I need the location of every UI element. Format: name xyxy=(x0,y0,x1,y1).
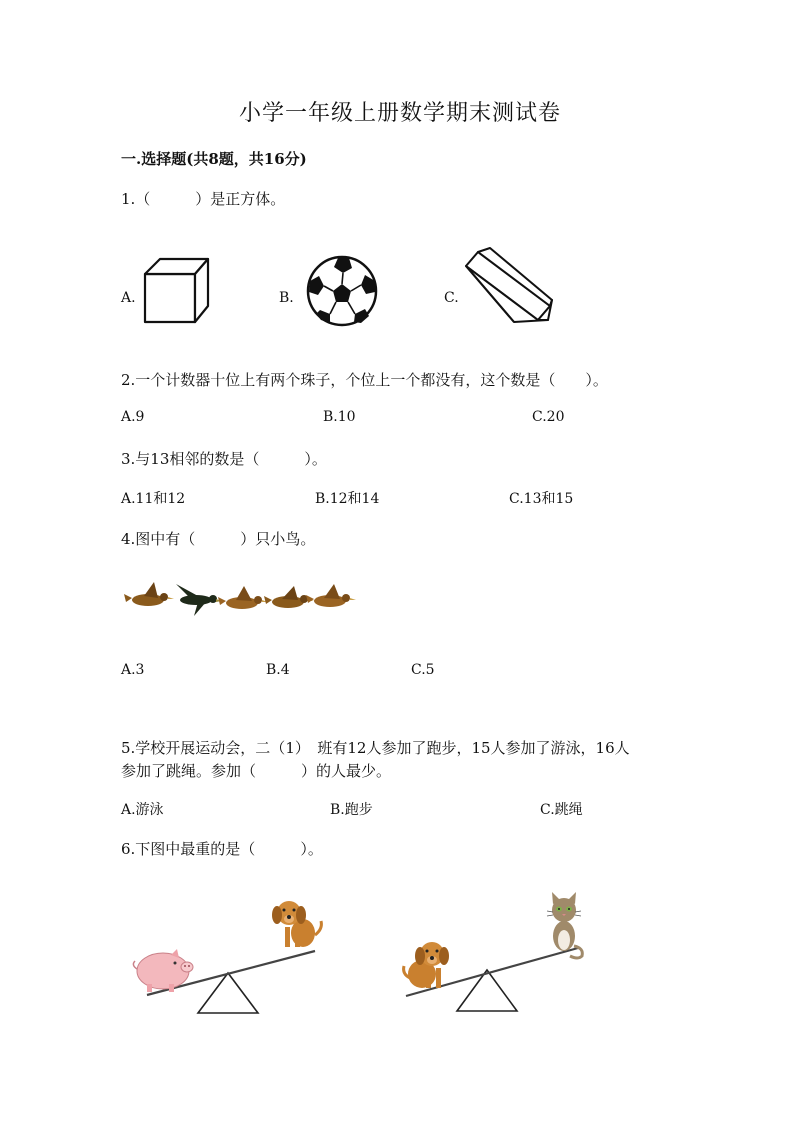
cuboid-image xyxy=(462,244,554,326)
q2-option-c[interactable]: C.20 xyxy=(532,409,565,425)
q3-option-b[interactable]: B.12和14 xyxy=(315,491,380,507)
q4-option-c[interactable]: C.5 xyxy=(411,662,435,678)
q1-option-a[interactable]: A. xyxy=(121,290,136,306)
section-heading: 一.选择题(共8题，共16分) xyxy=(121,150,307,168)
question-4: 4.图中有（ ）只小鸟。 xyxy=(121,530,316,548)
seesaw-2-figure xyxy=(396,890,586,1015)
q3-option-c[interactable]: C.13和15 xyxy=(509,491,574,507)
dog-image xyxy=(272,901,321,947)
birds-figure xyxy=(124,580,356,618)
question-6: 6.下图中最重的是（ ）。 xyxy=(121,840,323,858)
q1-option-b[interactable]: B. xyxy=(279,290,294,306)
q5-option-b[interactable]: B.跑步 xyxy=(330,802,373,818)
bird-5 xyxy=(306,584,356,607)
bird-1 xyxy=(124,582,174,606)
q2-option-a[interactable]: A.9 xyxy=(121,409,145,425)
question-5-line-1: 5.学校开展运动会，二（1） 班有12人参加了跑步，15人参加了游泳，16人 xyxy=(121,739,630,757)
cube-image xyxy=(140,254,215,326)
bird-3 xyxy=(218,586,268,609)
soccer-ball-image xyxy=(305,254,379,328)
dog-image xyxy=(404,942,449,988)
q5-option-a[interactable]: A.游泳 xyxy=(121,802,164,818)
q5-option-c[interactable]: C.跳绳 xyxy=(540,802,583,818)
question-3: 3.与13相邻的数是（ ）。 xyxy=(121,450,327,468)
q3-option-a[interactable]: A.11和12 xyxy=(121,491,186,507)
q2-option-b[interactable]: B.10 xyxy=(323,409,356,425)
question-2: 2.一个计数器十位上有两个珠子，个位上一个都没有，这个数是（ ）。 xyxy=(121,371,608,389)
q1-option-c[interactable]: C. xyxy=(444,290,459,306)
cat-image xyxy=(547,892,582,958)
q4-option-b[interactable]: B.4 xyxy=(266,662,290,678)
q4-option-a[interactable]: A.3 xyxy=(121,662,145,678)
bird-2 xyxy=(176,584,222,616)
question-5-line-2: 参加了跳绳。参加（ ）的人最少。 xyxy=(121,762,392,780)
page-title: 小学一年级上册数学期末测试卷 xyxy=(238,101,561,126)
seesaw-1-figure xyxy=(125,895,330,1017)
question-1: 1.（ ）是正方体。 xyxy=(121,190,286,208)
